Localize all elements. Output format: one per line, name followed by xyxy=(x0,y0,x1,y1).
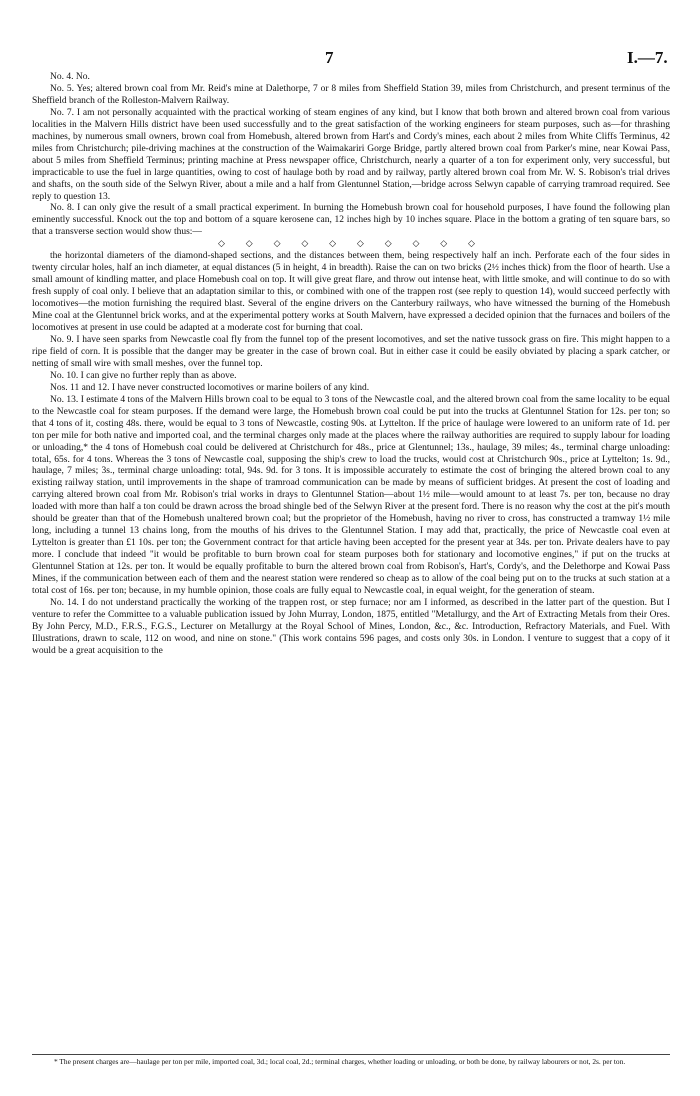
reply-no-13: No. 13. I estimate 4 tons of the Malvern Hills brown coal to be equal to 3 tons of the Newcastle coal, and the altered brown coal from the same locality to be equal to the Newcastle coal for steam purposes. If the demand were large, the Homebush brown coal could be put into the trucks at Glentunnel Station for 12s. per ton; so that 4 tons of it, costing 48s. there, would be equal to 3 tons of Newcastle, costing 90s. at Lyttelton. If the price of haulage were lowered to an uniform rate of 1d. per ton per mile for both native and imported coal, and the terminal charges only made at the places where the railway authorities are required to supply labour for loading or unloading,* the 4 tons of Homebush coal could be delivered at Christchurch for 48s., price at Glentunnel; 13s., haulage, 39 miles; 4s., terminal charge unloading: total, 65s. for 4 tons. Whereas the 3 tons of Newcastle coal, supposing the ship's crew to load the trucks, would cost at Christchurch 90s., price at Lyttelton; 1s. 9d., haulage, 7 miles; 3s., terminal charge unloading: total, 94s. 9d. for 3 tons. It is impossible accurately to estimate the cost of bringing the altered brown coal to any existing railway station, until improvements in the shape of tramroad communication can be made by means of sufficient bridges. At present the cost of loading and carrying altered brown coal from Mr. Robison's trial works in drays to Glentunnel Station—about 1½ mile—would amount to at least 7s. per ton, because no dray loaded with more than half a ton could be drawn across the broad shingle bed of the Selwyn River at the present ford. There is no reason why the cost at the pit's mouth should be greater than that of the Homebush unaltered brown coal; but the proprietor of the Homebush, having no river to cross, has constructed a tramway 1½ mile long, including a tunnel 13 chains long, from the mouths of his drives to the Glentunnel Station. I may add that, practically, the price of Newcastle coal even at Lyttelton is greater than £1 10s. per ton; the Government contract for that article having been accepted for the present year at 34s. per ton. Private dealers have to pay more. I conclude that indeed "it would be profitable to burn brown coal for steam purposes both for stationary and locomotive engines," if put on the trucks at Glentunnel Station at 12s. per ton. It would be equally profitable to burn the altered brown coal from Robison's, Hart's, Cordy's, and the Delethorpe and Kowai Pass Mines, if the communication between each of them and the nearest station were rendered so cheap as to allow of the coal being put on to the trucks at such station at a total cost of 16s. per ton; because, in my humble opinion, those coals are fully equal to Newcastle coal, in equal weight, for the generation of steam. xyxy=(32,394,670,596)
reply-no-10: No. 10. I can give no further reply than as above. xyxy=(50,370,237,381)
footnote: * The present charges are—haulage per ton per mile, imported coal, 3d.; local coal, 2d.; terminal charges, whether loading or unloading, or both be done, by railway labourers or not, 2s. per ton. xyxy=(54,1057,626,1066)
reply-no-9: No. 9. I have seen sparks from Newcastle coal fly from the funnel top of the present locomotives, and set the native tussock grass on fire. This might happen to a ripe field of corn. It is possible that the danger may be greater in the case of brown coal. But in either case it could be easily obviated by placing a spark catcher, or netting of small wire with small meshes, over the funnel top. xyxy=(32,334,670,369)
reply-no-8-continued: the horizontal diameters of the diamond-shaped sections, and the distances between them, being respectively half an inch. Perforate each of the four sides in twenty circular holes, half an inch diameter, at equal distances (5 in height, 4 in breadth). Raise the can on two bricks (2½ inches thick) from the floor of hearth. Use a small amount of kindling matter, and place Homebush coal on top. It will give great flare, and throw out intense heat, with little smoke, and will continue to do so with fresh supply of coal only. I believe that an adaptation similar to this, or combined with one of the trappen rost (see reply to question 14), would succeed perfectly with locomotives—the motion furnishing the required blast. Several of the engine drivers on the Canterbury railways, who have witnessed the burning of the Homebush Mine coal at the Glentunnel brick works, and at the experimental pottery works at South Malvern, have expressed a decided opinion that the furnaces and boilers of the locomotives at present in use could be adapted at a moderate cost for burning that coal. xyxy=(32,251,670,334)
reply-no-5: No. 5. Yes; altered brown coal from Mr. Reid's mine at Dalethorpe, 7 or 8 miles from Sheffield Station 39, miles from Christchurch, and present terminus of the Sheffield branch of the Rolleston-Malvern Railway. xyxy=(32,83,670,106)
footnote-divider xyxy=(32,1054,670,1055)
body-text xyxy=(32,72,670,658)
reply-nos-11-12: Nos. 11 and 12. I have never constructed locomotives or marine boilers of any kind. xyxy=(50,382,370,393)
reply-no-8: No. 8. I can only give the result of a small practical experiment. In burning the Homebush brown coal for household purposes, I have found the following plan eminently successful. Knock out the top and bottom of a square kerosene can, 12 inches high by 10 inches square. Place in the bottom a grating of ten square bars, so that a transverse section would show thus:— xyxy=(32,203,670,238)
page-number: 7 xyxy=(325,48,334,67)
reply-no-7: No. 7. I am not personally acquainted with the practical working of steam engines of any kind, but I know that both brown and altered brown coal from various localities in the Malvern Hills district have been used successfully and to the great satisfaction of the working engineers for steam purposes, such as—for thrashing machines, by numerous small owners, brown coal from Homebush, altered brown from Hart's and Cordy's mines, each about 2 miles from White Cliffs Terminus, 42 miles from Christchurch; pile-driving machines at the construction of the Waimakariri Gorge Bridge, partly altered brown coal from Parker's mine, near Kowai Pass, about 5 miles from Sheffield Terminus; printing machine at Press newspaper office, Christchurch, nearly a quarter of a ton for experiment only, very successful, but impracticable to use the fuel in large quantities, owing to cost of haulage both by road and by railway, partly altered brown coal from Mr. W. S. Robison's trial drives and shafts, on the south side of the Selwyn River, about a mile and a half from Glentunnel Station,—bridge across Selwyn capable of carrying tramroad required. See reply to question 13. xyxy=(32,107,670,202)
reply-no-4: No. 4. No. xyxy=(50,72,90,82)
reply-no-14: No. 14. I do not understand practically the working of the trappen rost, or step furnace; nor am I informed, as described in the latter part of the question. But I venture to refer the Committee to a valuable publication issued by John Murray, London, 1875, entitled "Metallurgy, and the Art of Extracting Metals from their Ores. By John Percy, M.D., F.R.S., F.G.S., Lecturer on Metallurgy at the Royal School of Mines, London, &c., &c. Introduction, Refractory Materials, and Fuel. With Illustrations, drawn to scale, 112 on wood, and nine on stone." (This work contains 596 pages, and costs only 30s. in London. I venture to suggest that a copy of it would be a great acquisition to the xyxy=(32,597,670,656)
document-reference: I.—7. xyxy=(627,48,668,67)
grating-section-diagram: ◇ ◇ ◇ ◇ ◇ ◇ ◇ ◇ ◇ ◇ xyxy=(218,239,484,250)
